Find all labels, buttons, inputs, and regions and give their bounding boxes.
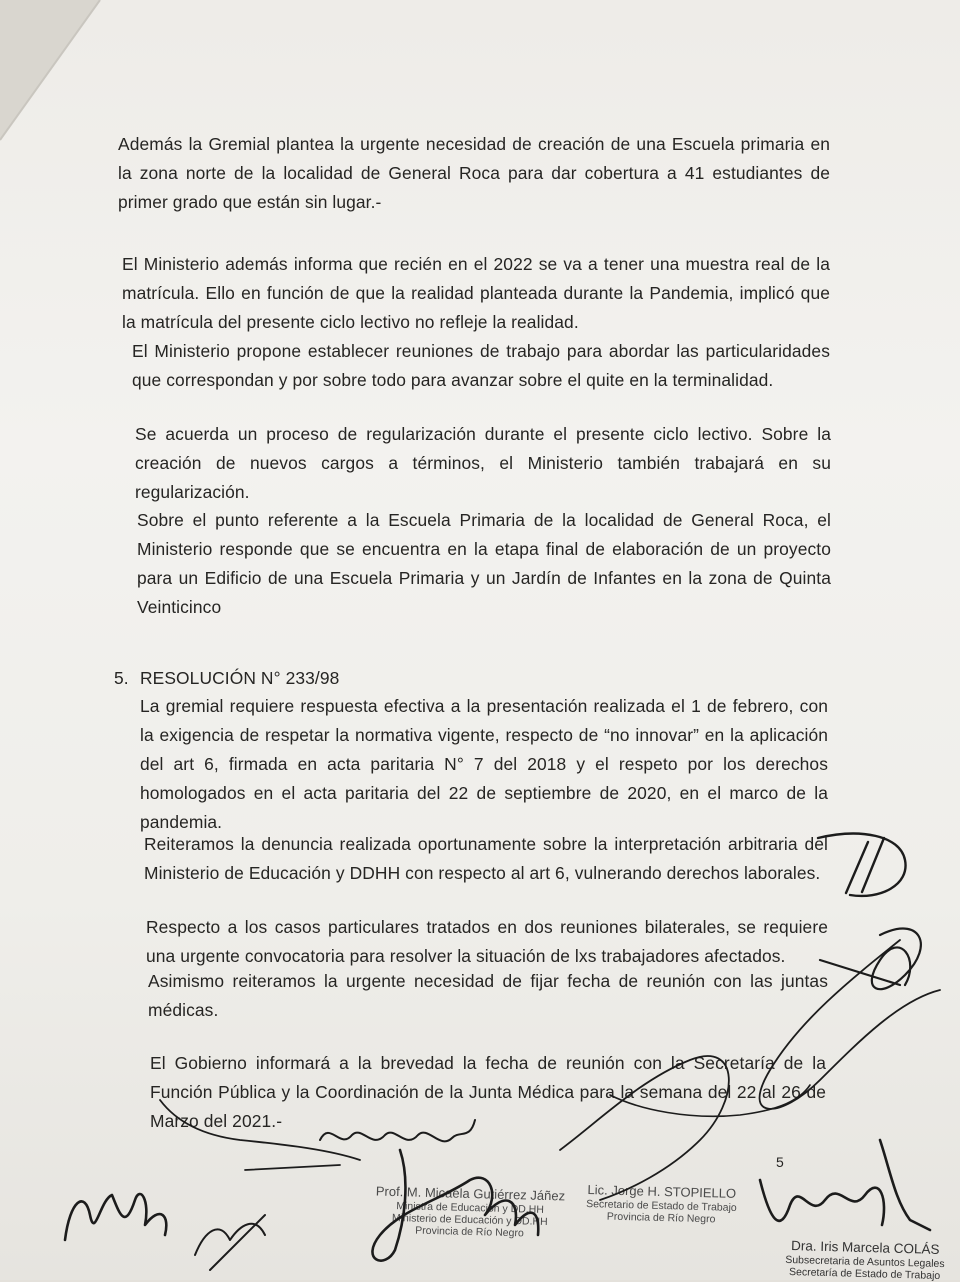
- paragraph-text: El Gobierno informará a la brevedad la fecha de reunión con la Secretaría de la Función Pública y la Coordinación de la Junta Médica para la semana del 22 al 26 de Marzo del 2021.-: [150, 1053, 826, 1131]
- paragraph-edificio-escuela: [137, 506, 831, 622]
- stamp-line: Provincia de Río Negro: [415, 1224, 524, 1240]
- signature-stamp-ministra: [359, 1183, 580, 1241]
- stamp-line: Ministra de Educación y DD.HH: [396, 1200, 545, 1216]
- paragraph-text: El Ministerio además informa que recién en el 2022 se va a tener una muestra real de la matrícula. Ello en función de que la realidad planteada durante la Pandemia, implicó que la matrícula del presente ciclo lectivo no refleje la realidad.: [122, 254, 830, 332]
- paragraph-denuncia: [144, 830, 828, 888]
- paragraph-text: Respecto a los casos particulares tratados en dos reuniones bilaterales, se requiere una urgente convocatoria para resolver la situación de lxs trabajadores afectados.: [146, 917, 828, 966]
- stamp-line: Secretario de Estado de Trabajo: [586, 1198, 737, 1214]
- section-heading: [114, 664, 514, 693]
- paragraph-text: La gremial requiere respuesta efectiva a la presentación realizada el 1 de febrero, con la exigencia de respetar la normativa vigente, respecto de “no innovar” en la aplicación del art 6, firmada en acta paritaria N° 7 del 2018 y el respeto por los derechos homologados en el acta paritaria del 22 de septiembre de 2020, en el marco de la pandemia.: [140, 696, 828, 832]
- stamp-name: Dra. Iris Marcela COLÁS: [790, 1238, 940, 1257]
- paragraph-matricula: [122, 250, 830, 337]
- paragraph-text: El Ministerio propone establecer reuniones de trabajo para abordar las particularidades que correspondan y por sobre todo para avanzar sobre el quite en la terminalidad.: [132, 341, 830, 390]
- paragraph-text: Asimismo reiteramos la urgente necesidad de fijar fecha de reunión con las juntas médicas.: [148, 971, 828, 1020]
- stamp-name: Prof. M. Micaela Gutiérrez Jáñez: [375, 1183, 566, 1204]
- paragraph-text: Sobre el punto referente a la Escuela Primaria de la localidad de General Roca, el Ministerio responde que se encuentra en la etapa final de elaboración de un proyecto para un Edificio de una Escuela Primaria y un Jardín de Infantes en la zona de Quinta Veinticinco: [137, 510, 831, 617]
- paragraph-text: Además la Gremial plantea la urgente necesidad de creación de una Escuela primaria en la zona norte de la localidad de General Roca para dar cobertura a 41 estudiantes de primer grado que están sin lugar.-: [118, 134, 830, 212]
- paragraph-text: Se acuerda un proceso de regularización durante el presente ciclo lectivo. Sobre la creación de nuevos cargos a términos, el Ministerio también trabajará en su regularización.: [135, 424, 831, 502]
- paragraph-juntas-medicas: [148, 967, 828, 1025]
- signature-stamp-secretario: [574, 1182, 750, 1227]
- paragraph-reuniones-trabajo: [132, 337, 830, 395]
- signature-stamp-subsecretaria: [770, 1238, 960, 1282]
- section-title: RESOLUCIÓN N° 233/98: [140, 668, 340, 688]
- stamp-name: Lic. Jorge H. STOPIELLO: [587, 1182, 737, 1201]
- paragraph-escuela-primaria: [118, 130, 830, 217]
- stamp-line: Provincia de Río Negro: [606, 1210, 716, 1226]
- paragraph-casos-particulares: [146, 913, 828, 971]
- paragraph-text: Reiteramos la denuncia realizada oportunamente sobre la interpretación arbitraria del Ministerio de Educación y DDHH con respecto al art 6, vulnerando derechos laborales.: [144, 834, 828, 883]
- paragraph-respuesta-efectiva: [140, 692, 828, 837]
- stamp-line: Ministerio de Educación y DD.HH: [391, 1211, 548, 1229]
- stamp-line: Subsecretaria de Asuntos Legales: [785, 1253, 945, 1271]
- paragraph-gobierno-informara: [150, 1049, 826, 1136]
- page-number: 5: [776, 1154, 784, 1170]
- paragraph-regularizacion: [135, 420, 831, 507]
- stamp-line: Secretaría de Estado de Trabajo: [788, 1266, 941, 1282]
- section-number: 5.: [114, 668, 129, 688]
